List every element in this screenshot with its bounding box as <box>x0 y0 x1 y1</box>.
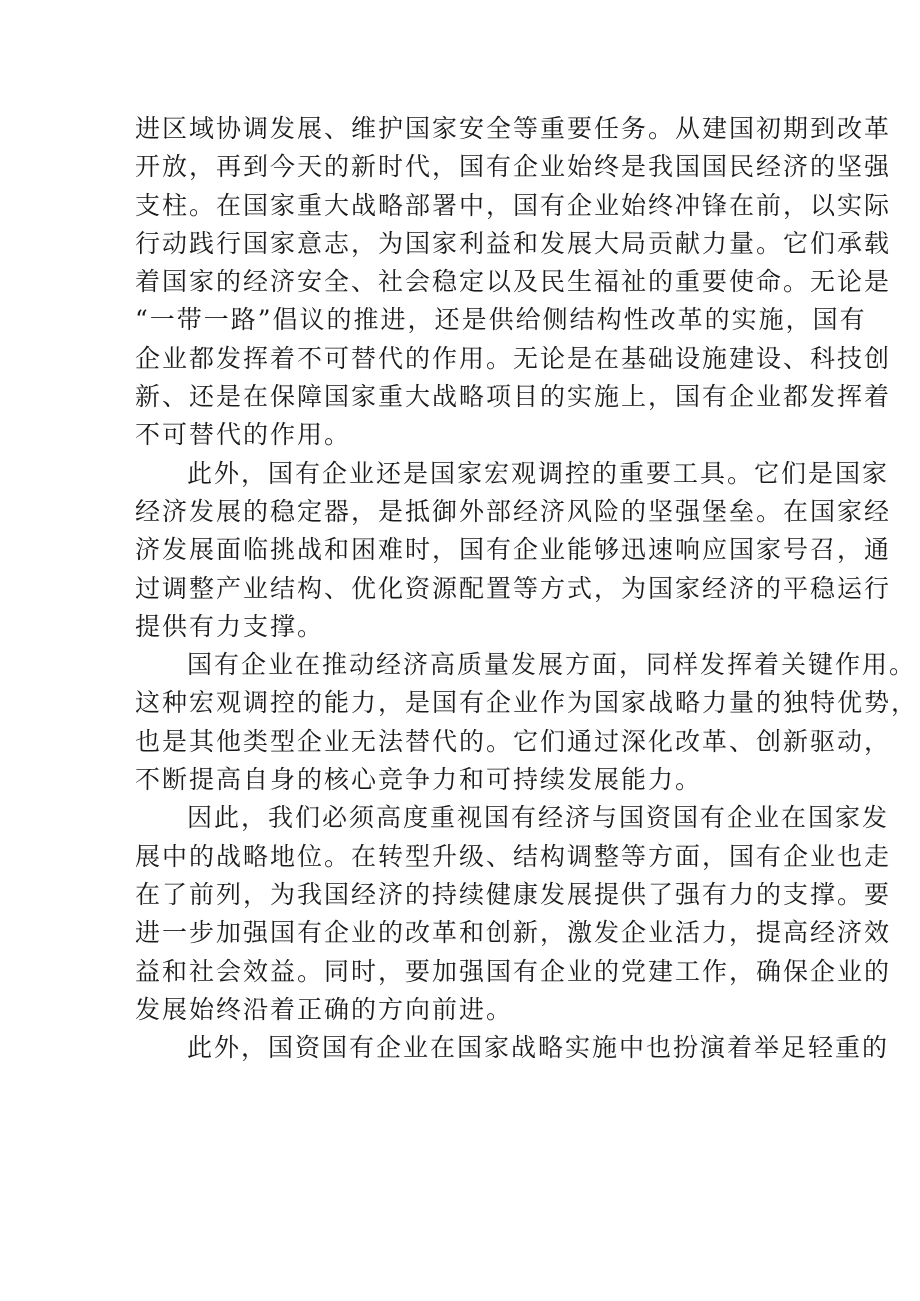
text-line: 不可替代的作用。 <box>135 420 352 450</box>
text-line: 支柱。在国家重大战略部署中，国有企业始终冲锋在前，以实际 <box>135 190 892 220</box>
text-line: 提供有力支撑。 <box>135 611 325 641</box>
paragraph-first-line: 因此，我们必须高度重视国有经济与国资国有企业在国家发 <box>187 803 890 833</box>
text-line: 济发展面临挑战和困难时，国有企业能够迅速响应国家号召，通 <box>135 535 892 565</box>
text-line: 新、还是在保障国家重大战略项目的实施上，国有企业都发挥着 <box>135 382 892 412</box>
paragraph-first-line: 此外，国有企业还是国家宏观调控的重要工具。它们是国家 <box>187 458 890 488</box>
text-line: 进一步加强国有企业的改革和创新，激发企业活力，提高经济效 <box>135 918 892 948</box>
paragraph-first-line: 国有企业在推动经济高质量发展方面，同样发挥着关键作用。 <box>187 650 917 680</box>
text-line: 着国家的经济安全、社会稳定以及民生福祉的重要使命。无论是 <box>135 267 892 297</box>
text-line: 不断提高自身的核心竞争力和可持续发展能力。 <box>135 765 703 795</box>
text-line: 企业都发挥着不可替代的作用。无论是在基础设施建设、科技创 <box>135 343 892 373</box>
text-line: 开放，再到今天的新时代，国有企业始终是我国国民经济的坚强 <box>135 152 892 182</box>
text-line: 也是其他类型企业无法替代的。它们通过深化改革、创新驱动， <box>135 726 892 756</box>
text-line: 展中的战略地位。在转型升级、结构调整等方面，国有企业也走 <box>135 841 892 871</box>
document-body <box>135 110 919 1067</box>
text-line: 在了前列，为我国经济的持续健康发展提供了强有力的支撑。要 <box>135 879 892 909</box>
text-line: “一带一路”倡议的推进，还是供给侧结构性改革的实施，国有 <box>135 305 867 335</box>
text-line: 过调整产业结构、优化资源配置等方式，为国家经济的平稳运行 <box>135 573 892 603</box>
text-line: 这种宏观调控的能力，是国有企业作为国家战略力量的独特优势， <box>135 688 919 718</box>
text-line: 经济发展的稳定器，是抵御外部经济风险的坚强堡垒。在国家经 <box>135 496 892 526</box>
text-line: 进区域协调发展、维护国家安全等重要任务。从建国初期到改革 <box>135 114 892 143</box>
paragraph-first-line: 此外，国资国有企业在国家战略实施中也扮演着举足轻重的 <box>187 1033 890 1063</box>
text-line: 发展始终沿着正确的方向前进。 <box>135 994 514 1024</box>
text-line: 行动践行国家意志，为国家利益和发展大局贡献力量。它们承载 <box>135 228 892 258</box>
text-line: 益和社会效益。同时，要加强国有企业的党建工作，确保企业的 <box>135 956 892 986</box>
